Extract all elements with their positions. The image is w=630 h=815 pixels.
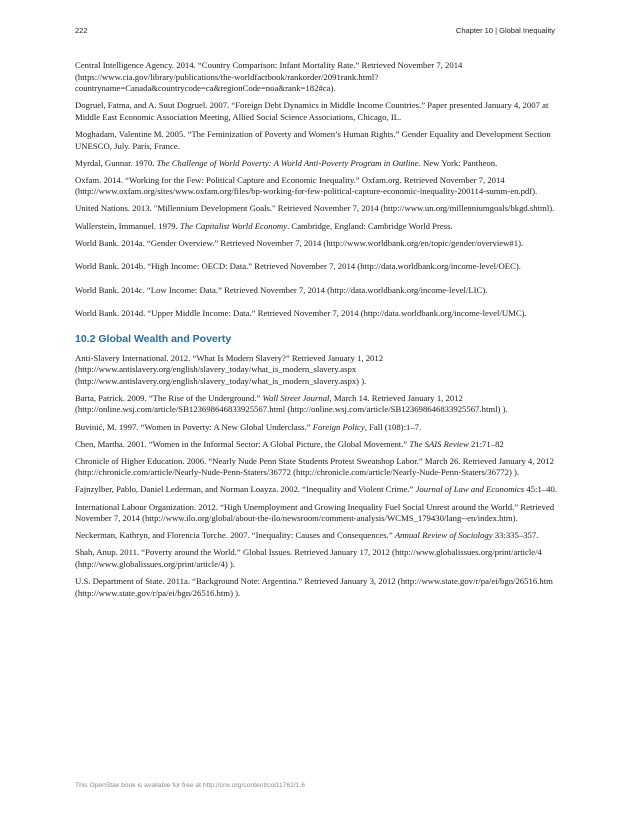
- reference-entry: [75, 60, 560, 95]
- reference-title: Annual Review of Sociology: [394, 530, 493, 541]
- reference-text: World Bank. 2014b. “High Income: OECD: Data.” Retrieved November 7, 2014 (http://data.worldbank.org/income-level/OEC).: [75, 261, 521, 272]
- section-heading: 10.2 Global Wealth and Poverty: [75, 333, 232, 345]
- reference-entry: [75, 422, 560, 434]
- reference-text: Myrdal, Gunnar. 1970.: [75, 157, 157, 168]
- reference-text: World Bank. 2014d. “Upper Middle Income: Data.” Retrieved November 7, 2014 (http://data.worldbank.org/income-level/UMC).: [75, 308, 527, 319]
- reference-entry: [75, 285, 560, 297]
- reference-entry: [75, 530, 560, 542]
- reference-text: Moghadam, Valentine M. 2005. “The Feminization of Poverty and Women’s Human Rights.” Gender Equality and Development Section UNESCO, July. Paris, France.: [75, 128, 551, 151]
- reference-list: [75, 261, 560, 320]
- footer-note: This OpenStax book is available for free at http://cnx.org/content/col11762/1.6: [75, 782, 305, 789]
- reference-entry: [75, 129, 560, 152]
- reference-text: Barta, Patrick. 2009. “The Rise of the Underground.”: [75, 392, 263, 403]
- reference-title: The Challenge of World Poverty: A World Anti-Poverty Program in Outline: [156, 157, 419, 168]
- reference-entry: [75, 484, 560, 496]
- reference-entry: [75, 576, 560, 599]
- reference-list: [75, 353, 560, 600]
- reference-entry: [75, 353, 560, 388]
- reference-text: Wallerstein, Immanuel. 1979.: [75, 220, 180, 231]
- reference-text: Dogruel, Fatma, and A. Suut Dogruel. 2007. “Foreign Debt Dynamics in Middle Income Countries.” Paper presented January 4, 2007 at Middle East Economic Association Meeting, Allied Social Science Associations, Chicago, IL.: [75, 100, 549, 122]
- reference-text: 21:71–82: [468, 438, 504, 449]
- reference-entry: [75, 203, 560, 215]
- reference-text: International Labour Organization. 2012. “High Unemployment and Growing Inequality Fuel Social Unrest around the World.” Retrieved November 7, 2014 (http://www.ilo.org/global/about-the-ilo/newsroom/comment-analysis/WCMS_179430/lang--en/index.htm).: [75, 501, 555, 524]
- reference-text: Chen, Martha. 2001. “Women in the Informal Sector: A Global Picture, the Global Movement.”: [75, 438, 410, 449]
- reference-title: Foreign Policy: [312, 421, 365, 432]
- reference-title: Wall Street Journal: [262, 392, 330, 403]
- page-number: 222: [75, 26, 88, 35]
- reference-text: 33:335–357.: [492, 530, 539, 541]
- reference-text: Fajnzylber, Pablo, Daniel Lederman, and Norman Loayza. 2002. “Inequality and Violent Crime.”: [75, 484, 416, 495]
- reference-text: Central Intelligence Agency. 2014. “Country Comparison: Infant Mortality Rate.” Retrieved November 7, 2014 (https://www.cia.gov/library/publications/the-worldfactbook/rankorder/2091rank.html?countryname=Canada&countrycode=ca&regionCode=noa&rank=182#ca).: [75, 60, 463, 94]
- reference-entry: [75, 439, 560, 451]
- reference-text: . New York: Pantheon.: [418, 157, 498, 168]
- reference-entry: [75, 238, 560, 250]
- reference-text: Chronicle of Higher Education. 2006. “Nearly Nude Penn State Students Protest Sweatshop Labor.” March 26. Retrieved January 4, 2012 (http://chronicle.com/article/Nearly-Nude-Penn-Staters/36772 (http://chronicle.com/article/Nearly-Nude-Penn-Staters/36772) ).: [75, 455, 554, 478]
- reference-entry: [75, 547, 560, 570]
- reference-title: The Capitalist World Economy: [179, 220, 288, 231]
- reference-text: Neckerman, Kathryn, and Florencia Torche. 2007. “Inequality: Causes and Consequences.”: [75, 530, 395, 541]
- reference-entry: [75, 393, 560, 416]
- reference-entry: [75, 261, 560, 273]
- reference-text: , Fall (108):1–7.: [364, 421, 422, 432]
- reference-title: Journal of Law and Economics: [415, 484, 525, 495]
- reference-text: World Bank. 2014a. “Gender Overview.” Retrieved November 7, 2014 (http://www.worldbank.org/en/topic/gender/overview#1).: [75, 237, 524, 248]
- reference-text: , March 14. Retrieved January 1, 2012 (http://online.wsj.com/article/SB123698646833925567.html (http://online.wsj.com/article/SB123698646833925567.html) ).: [75, 392, 508, 415]
- reference-text: Buvinić, M. 1997. “Women in Poverty: A New Global Underclass.”: [75, 421, 313, 432]
- chapter-header: Chapter 10 | Global Inequality: [455, 26, 555, 35]
- reference-text: World Bank. 2014c. “Low Income: Data.” Retrieved November 7, 2014 (http://data.worldbank.org/income-level/LIC).: [75, 284, 488, 295]
- reference-text: U.S. Department of State. 2011a. “Background Note: Argentina.” Retrieved January 3, 2012 (http://www.state.gov/r/pa/ei/bgn/26516.htm (http://www.state.gov/r/pa/ei/bgn/26516.htm) ).: [75, 576, 553, 598]
- reference-title: The SAIS Review: [409, 438, 469, 449]
- reference-list: [75, 60, 560, 249]
- reference-entry: [75, 100, 560, 123]
- reference-entry: [75, 158, 560, 170]
- reference-text: Anti-Slavery International. 2012. “What Is Modern Slavery?” Retrieved January 1, 2012 (http://www.antislavery.org/english/slavery_today/what_is_modern_slavery.aspx (http://www.antislavery.org/english/slavery_today/what_is_modern_slavery.aspx) ).: [75, 352, 384, 386]
- reference-entry: [75, 502, 560, 525]
- reference-entry: [75, 221, 560, 233]
- reference-text: 45:1–40.: [524, 484, 557, 495]
- reference-text: Oxfam. 2014. “Working for the Few: Political Capture and Economic Inequality.” Oxfam.org. Retrieved November 7, 2014 (http://www.oxfam.org/sites/www.oxfam.org/files/bp-working-for-few-political-capture-economic-inequality-200114-summ-en.pdf).: [75, 174, 538, 197]
- reference-entry: [75, 456, 560, 479]
- page-content: [75, 60, 560, 605]
- reference-text: . Cambridge, England: Cambridge World Press.: [287, 220, 453, 231]
- reference-text: United Nations. 2013. "Millennium Development Goals." Retrieved November 7, 2014 (http://www.un.org/millenniumgoals/bkgd.shtml).: [75, 203, 555, 214]
- reference-text: Shah, Anup. 2011. “Poverty around the World.” Global Issues. Retrieved January 17, 2012 (http://www.globalissues.org/print/article/4 (http://www.globalissues.org/print/article/4) ).: [75, 547, 542, 569]
- reference-entry: [75, 175, 560, 198]
- reference-entry: [75, 308, 560, 320]
